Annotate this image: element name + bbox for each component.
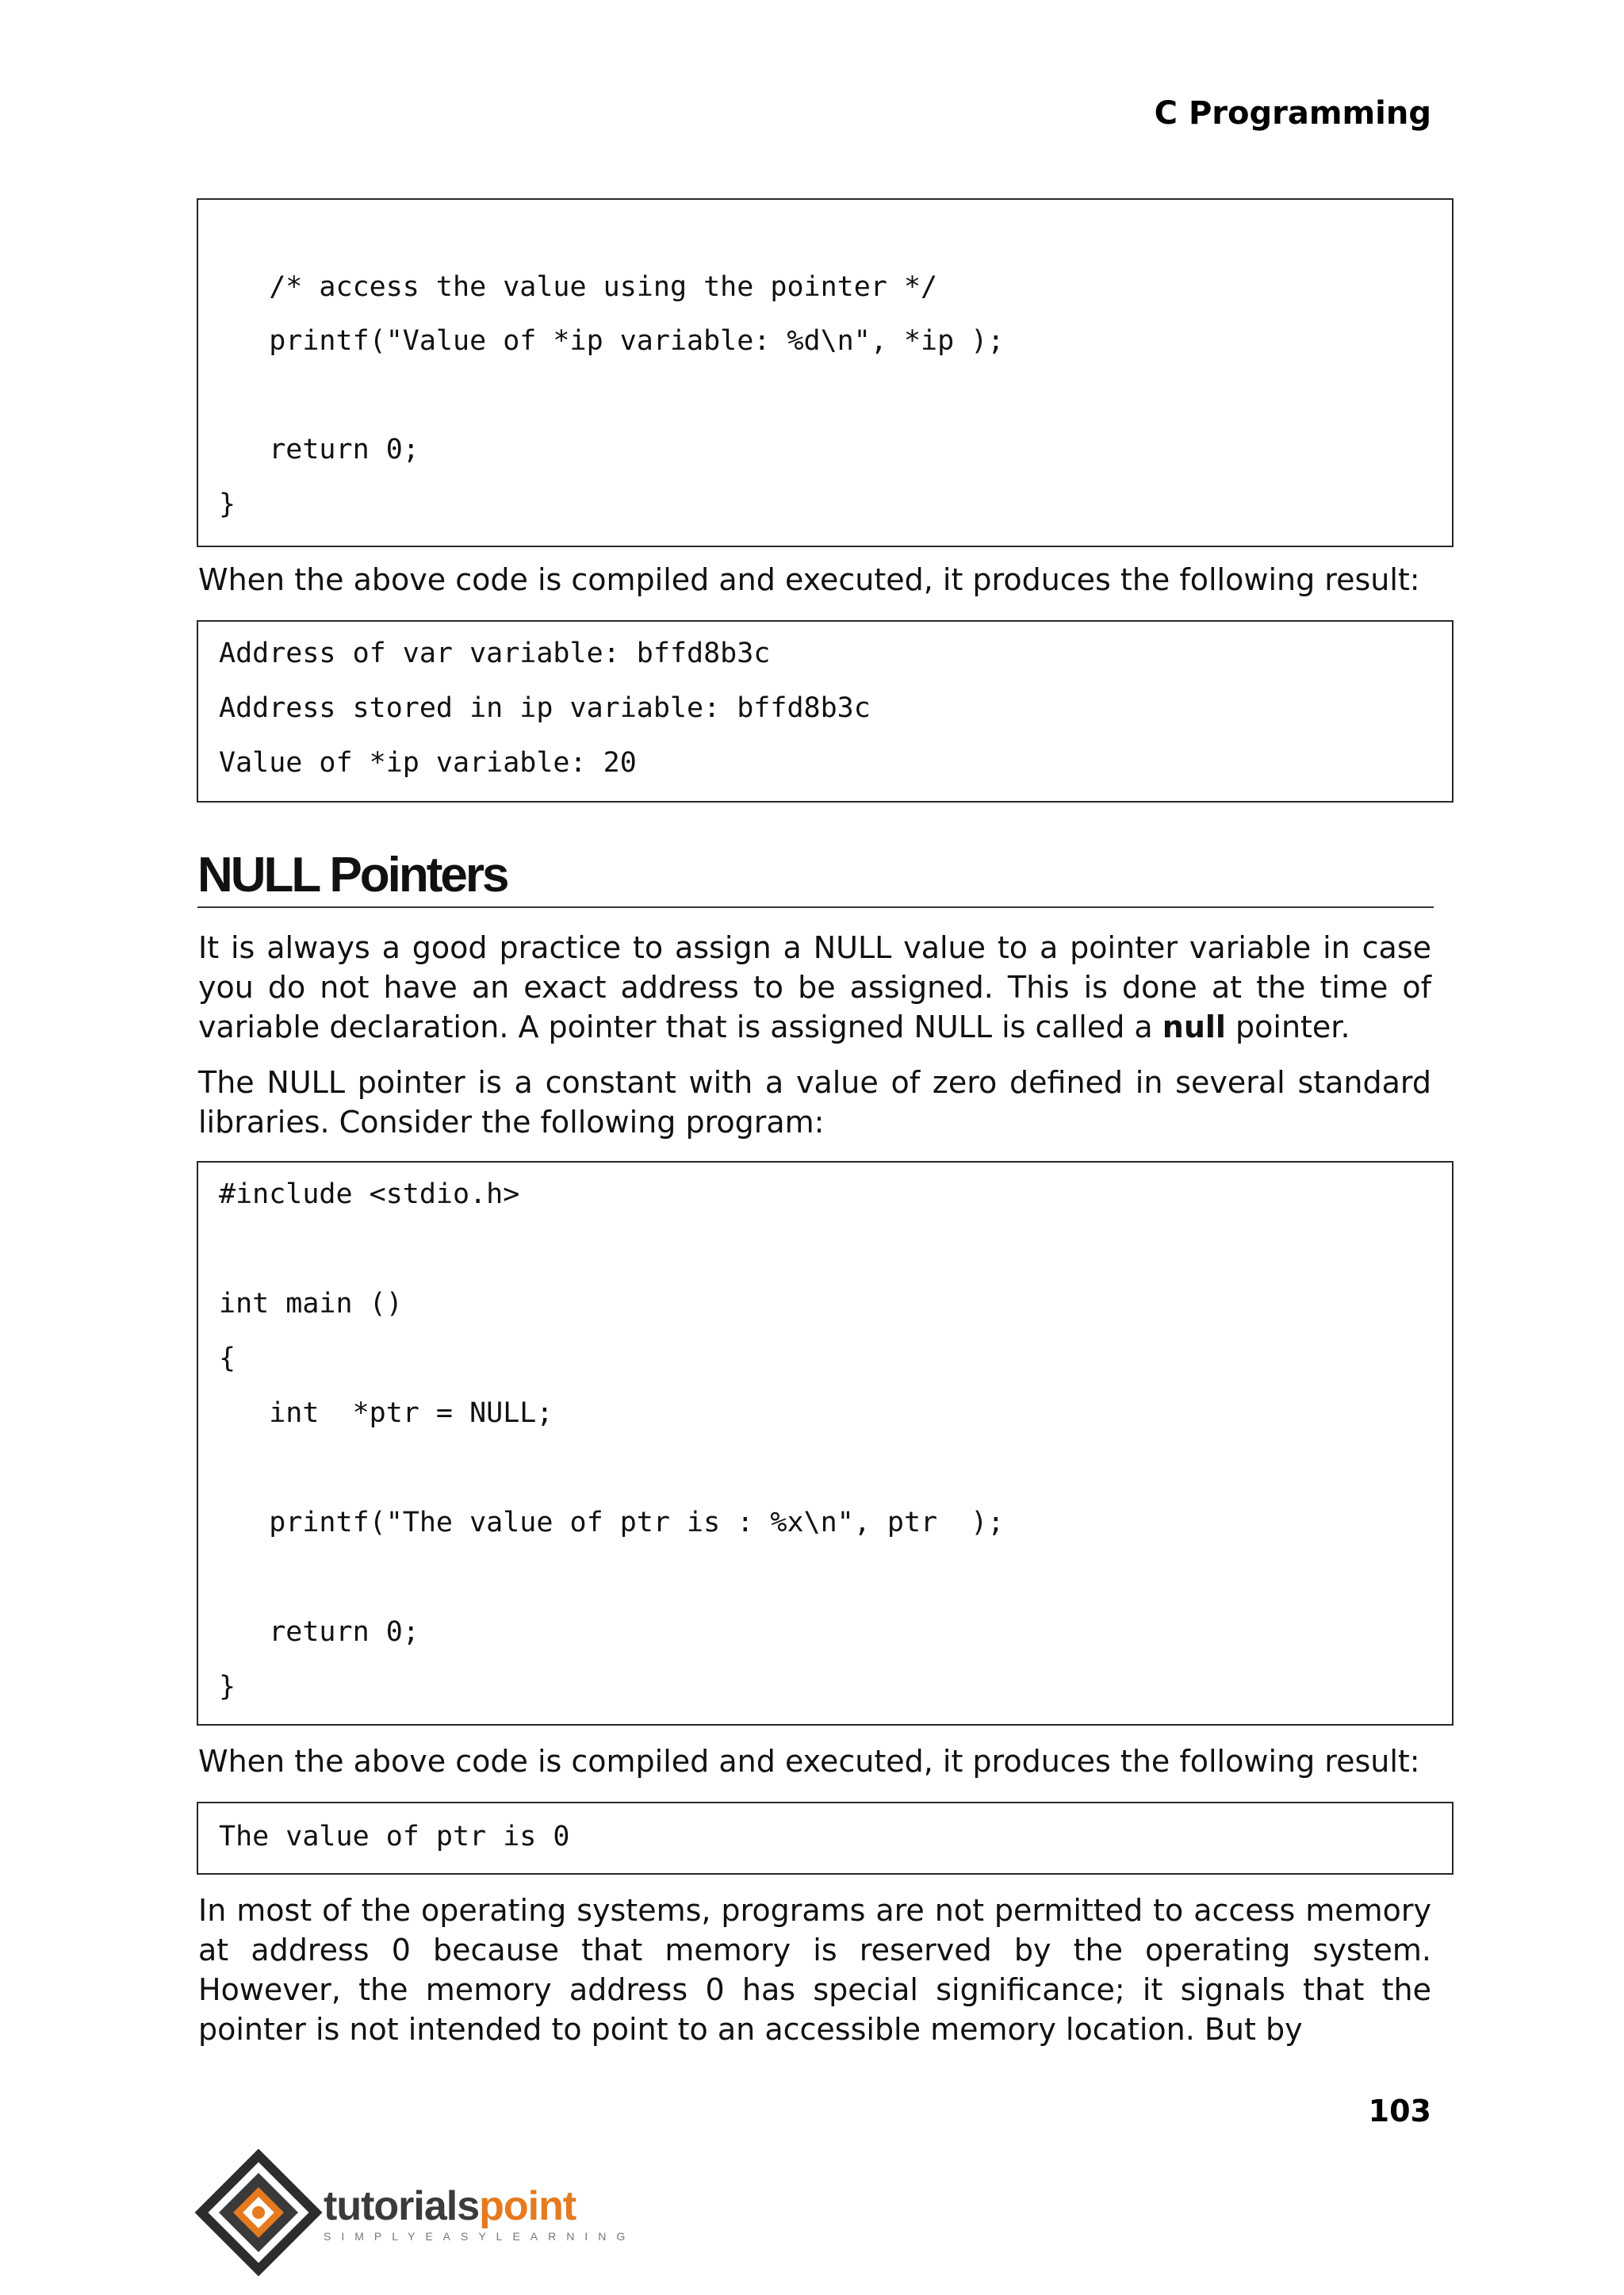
bold-term: null <box>1162 1010 1226 1044</box>
code-line: int main () <box>219 1288 403 1320</box>
code-line: } <box>219 489 236 520</box>
result-intro: When the above code is compiled and executed, it produces the following result: <box>198 562 1420 597</box>
code-line: int *ptr = NULL; <box>219 1397 553 1429</box>
code-line: #include <stdio.h> <box>219 1178 520 1210</box>
output-block-1 <box>197 620 1454 803</box>
output-line: Value of *ip variable: 20 <box>219 747 637 779</box>
output-line: The value of ptr is 0 <box>219 1821 570 1852</box>
code-line: printf("Value of *ip variable: %d\n", *ip ); <box>219 325 1005 357</box>
running-header: C Programming <box>1154 95 1431 132</box>
code-block-2 <box>197 1161 1454 1726</box>
code-line: { <box>219 1343 236 1374</box>
code-line: } <box>219 1671 236 1703</box>
output-line: Address stored in ip variable: bffd8b3c <box>219 692 871 724</box>
code-line: return 0; <box>219 1616 419 1648</box>
logo-tagline: SIMPLYEASYLEARNING <box>324 2230 636 2243</box>
logo-wordmark <box>324 2182 576 2230</box>
logo-text-part: point <box>479 2183 576 2229</box>
code-line: return 0; <box>219 434 419 466</box>
code-block-1 <box>197 198 1454 547</box>
paragraph-memory-address: In most of the operating systems, programs are not permitted to access memory at address 0 because that memory is reserved by the operating system. However, the memory address 0 has special significance; it signals that the pointer is not intended to point to an accessible memory location. But by <box>198 1893 1431 2047</box>
output-line: Address of var variable: bffd8b3c <box>219 638 771 669</box>
page-number: 103 <box>1368 2094 1431 2128</box>
logo-text-part: tutorials <box>324 2183 480 2229</box>
code-line: /* access the value using the pointer */ <box>219 271 938 303</box>
tutorialspoint-logo-icon <box>195 2149 322 2276</box>
code-line: printf("The value of ptr is : %x\n", ptr ); <box>219 1507 1005 1538</box>
output-block-2 <box>197 1802 1454 1875</box>
paragraph-null-intro <box>198 928 1431 1047</box>
section-heading: NULL Pointers <box>197 848 508 902</box>
paragraph-text: It is always a good practice to assign a NULL value to a pointer variable in case you do not have an exact address to be assigned. This is done at the time of variable declaration. A pointer that is assigned NULL is called a <box>198 930 1431 1044</box>
paragraph-text: pointer. <box>1225 1010 1350 1044</box>
result-intro: When the above code is compiled and executed, it produces the following result: <box>198 1744 1420 1779</box>
heading-rule <box>197 906 1434 908</box>
paragraph-null-constant: The NULL pointer is a constant with a value of zero defined in several standard libraries. Consider the following program: <box>198 1065 1431 1140</box>
